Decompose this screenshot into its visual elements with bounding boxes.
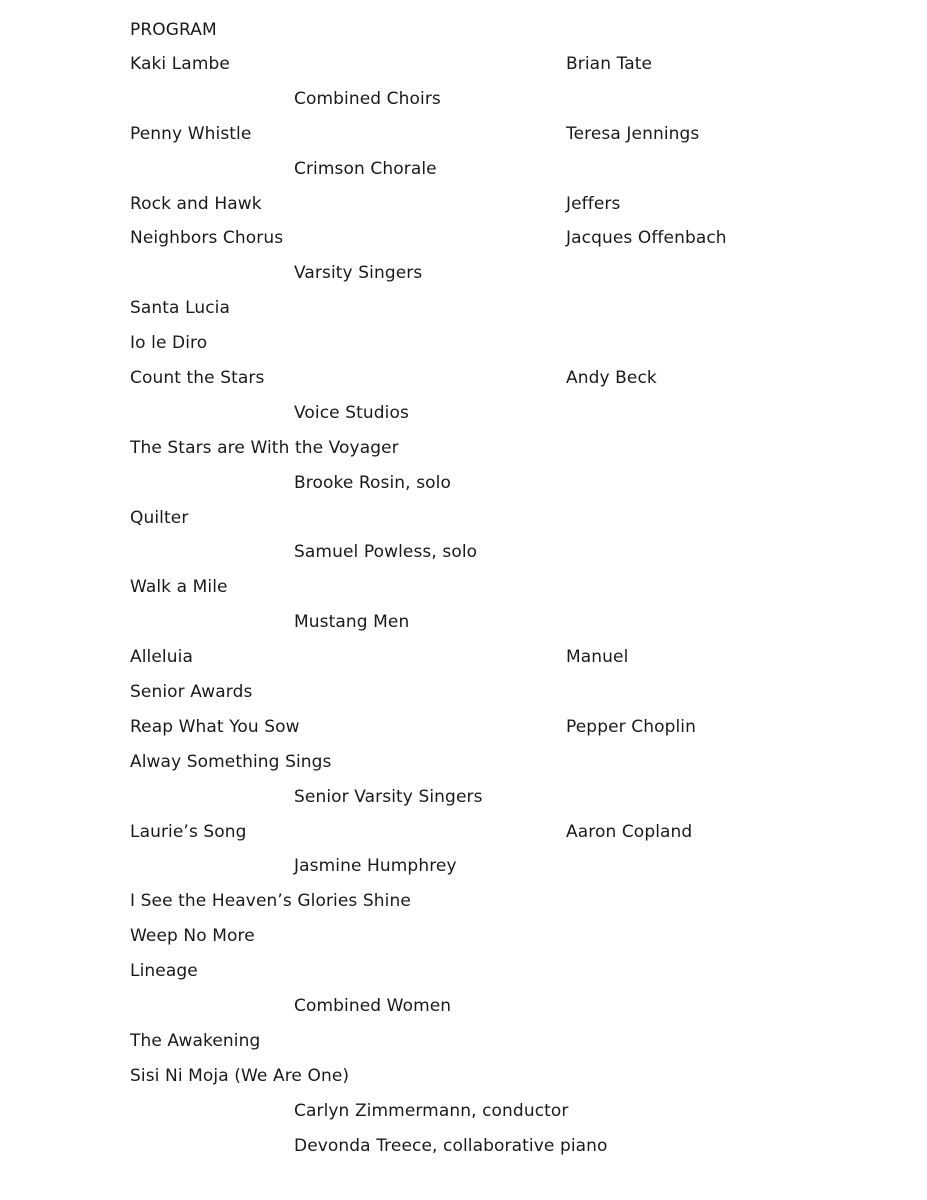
composer-name: Pepper Choplin: [566, 716, 696, 737]
program-line: [0, 1029, 927, 1064]
composer-name: Andy Beck: [566, 368, 657, 389]
program-line: [0, 506, 927, 541]
piece-title: Alway Something Sings: [130, 751, 332, 772]
program-line: [0, 994, 927, 1029]
performer-name: Devonda Treece, collaborative piano: [294, 1135, 608, 1156]
composer-name: Jacques Offenbach: [566, 228, 727, 249]
program-line: [0, 575, 927, 610]
program-line: [0, 401, 927, 436]
piece-title: Penny Whistle: [130, 123, 252, 144]
piece-title: Kaki Lambe: [130, 54, 230, 74]
piece-title: I See the Heaven’s Glories Shine: [130, 891, 411, 912]
piece-title: Alleluia: [130, 647, 193, 668]
piece-title: Walk a Mile: [130, 577, 228, 598]
piece-title: Reap What You Sow: [130, 716, 300, 737]
program-line: [0, 1134, 927, 1169]
program-line: [0, 296, 927, 331]
program-line: [0, 750, 927, 785]
program-line: [0, 261, 927, 296]
piece-title: Quilter: [130, 507, 189, 528]
piece-title: Sisi Ni Moja (We Are One): [130, 1065, 350, 1086]
piece-title: Lineage: [130, 961, 198, 982]
program-line: [0, 366, 927, 401]
composer-name: Aaron Copland: [566, 821, 693, 842]
performer-name: Voice Studios: [294, 402, 409, 423]
program-line: [0, 157, 927, 192]
program-line: [0, 715, 927, 750]
program-line: [0, 959, 927, 994]
program-line: [0, 785, 927, 820]
program-line: [0, 52, 927, 87]
piece-title: Neighbors Chorus: [130, 228, 284, 249]
performer-name: Combined Women: [294, 996, 452, 1017]
program-line: [0, 1099, 927, 1134]
program-line: [0, 610, 927, 645]
program-line: [0, 226, 927, 261]
program-line: [0, 122, 927, 157]
program-line: [0, 331, 927, 366]
program-list: [0, 52, 927, 1169]
program-line: [0, 854, 927, 889]
program-line: [0, 820, 927, 855]
program-heading: PROGRAM: [130, 20, 217, 40]
piece-title: Rock and Hawk: [130, 193, 262, 214]
piece-title: Io le Diro: [130, 333, 208, 354]
piece-title: Laurie’s Song: [130, 821, 247, 842]
program-line: [0, 436, 927, 471]
program-line: [0, 540, 927, 575]
performer-name: Senior Varsity Singers: [294, 786, 483, 807]
performer-name: Mustang Men: [294, 612, 410, 633]
composer-name: Manuel: [566, 647, 629, 668]
piece-title: Weep No More: [130, 926, 255, 947]
program-line: [0, 192, 927, 227]
program-line: [0, 645, 927, 680]
composer-name: Jeffers: [566, 193, 621, 214]
composer-name: Teresa Jennings: [566, 123, 700, 144]
program-line: [0, 1064, 927, 1099]
performer-name: Samuel Powless, solo: [294, 542, 478, 563]
performer-name: Combined Choirs: [294, 88, 441, 109]
program-line: [0, 680, 927, 715]
piece-title: Senior Awards: [130, 682, 253, 703]
piece-title: The Stars are With the Voyager: [130, 437, 399, 458]
program-line: [0, 471, 927, 506]
performer-name: Jasmine Humphrey: [294, 856, 457, 877]
program-line: [0, 87, 927, 122]
performer-name: Brooke Rosin, solo: [294, 472, 451, 493]
piece-title: Santa Lucia: [130, 298, 231, 319]
performer-name: Varsity Singers: [294, 263, 423, 284]
program-line: [0, 924, 927, 959]
program-line: [0, 889, 927, 924]
composer-name: Brian Tate: [566, 54, 653, 74]
piece-title: The Awakening: [130, 1030, 261, 1051]
performer-name: Crimson Chorale: [294, 158, 437, 179]
performer-name: Carlyn Zimmermann, conductor: [294, 1100, 569, 1121]
piece-title: Count the Stars: [130, 368, 265, 389]
